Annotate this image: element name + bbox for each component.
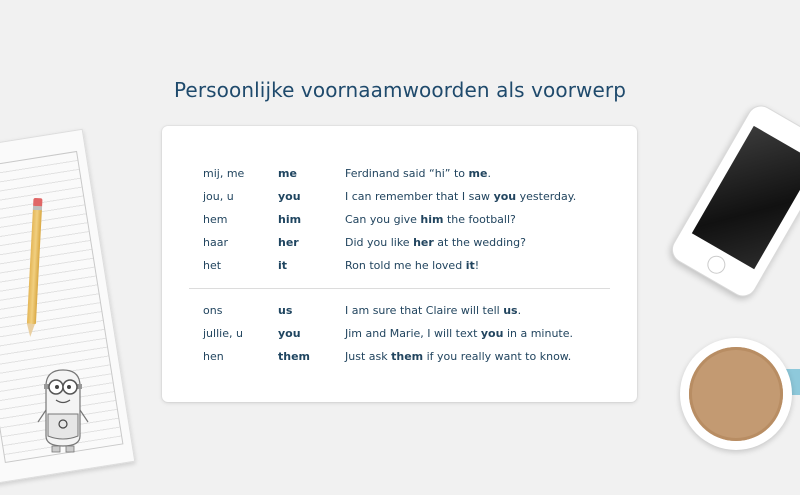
example-text: ! [474, 259, 480, 272]
pencil-band [33, 206, 42, 210]
example-text: the football? [443, 213, 516, 226]
example-highlight: it [465, 259, 475, 272]
example-text: Ferdinand said “hi” to [345, 167, 469, 180]
example-text: Jim and Marie, I will text [345, 327, 481, 340]
phone-home-button [704, 252, 729, 277]
dutch-pronoun: ons [203, 304, 223, 317]
example-sentence [345, 325, 573, 343]
example-text: . [487, 167, 491, 180]
page-title: Persoonlijke voornaamwoorden als voorwerp [173, 78, 627, 102]
english-pronoun: you [278, 327, 301, 340]
example-highlight: me [468, 167, 488, 180]
example-highlight: us [503, 304, 518, 317]
example-text: Did you like [345, 236, 414, 249]
example-sentence [345, 188, 576, 206]
example-text: at the wedding? [433, 236, 526, 249]
example-highlight: you [493, 190, 517, 203]
example-text: I am sure that Claire will tell [345, 304, 504, 317]
smartphone-decoration [667, 100, 800, 301]
english-pronoun: us [278, 304, 293, 317]
dutch-pronoun: hem [203, 213, 228, 226]
coffee-surface [689, 347, 783, 441]
dutch-pronoun: hen [203, 350, 224, 363]
example-text: I can remember that I saw [345, 190, 494, 203]
english-pronoun: him [278, 213, 302, 226]
dutch-pronoun: haar [203, 236, 228, 249]
example-text: Ron told me he loved [345, 259, 466, 272]
example-text: Can you give [345, 213, 421, 226]
english-pronoun: them [278, 350, 311, 363]
dutch-pronoun: mij, me [203, 167, 245, 180]
example-text: if you really want to know. [423, 350, 572, 363]
dutch-pronoun: het [203, 259, 222, 272]
phone-screen [692, 126, 800, 269]
example-highlight: her [413, 236, 434, 249]
example-text: in a minute. [503, 327, 574, 340]
pencil-tip [26, 324, 35, 337]
english-pronoun: you [278, 190, 301, 203]
example-sentence [345, 302, 521, 320]
coffee-mug-decoration [680, 338, 792, 450]
example-sentence [345, 211, 516, 229]
dutch-pronoun: jou, u [203, 190, 234, 203]
example-highlight: him [420, 213, 444, 226]
english-pronoun: me [278, 167, 297, 180]
pronoun-table-card [162, 126, 637, 402]
example-sentence [345, 165, 491, 183]
example-text: . [517, 304, 522, 317]
english-pronoun: it [278, 259, 288, 272]
example-sentence [345, 234, 526, 252]
example-text: Just ask [345, 350, 392, 363]
section-divider [189, 288, 610, 289]
example-sentence [345, 348, 571, 366]
minion-sketch-icon [34, 366, 92, 454]
example-text: yesterday. [516, 190, 577, 203]
example-highlight: you [480, 327, 504, 340]
example-highlight: them [391, 350, 424, 363]
dutch-pronoun: jullie, u [203, 327, 243, 340]
example-sentence [345, 257, 479, 275]
english-pronoun: her [278, 236, 299, 249]
